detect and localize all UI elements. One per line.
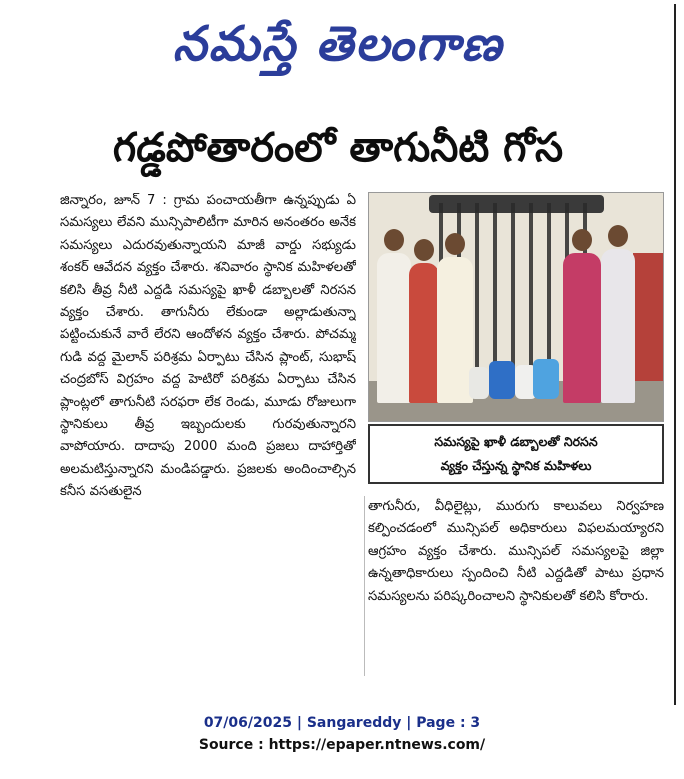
newspaper-masthead: నమస్తే తెలంగాణ — [172, 16, 504, 72]
photo-caption-line-1: సమస్యపై ఖాళీ డబ్బాలతో నిరసన — [434, 434, 598, 449]
epaper-footer — [0, 712, 684, 756]
photo-caption — [368, 424, 664, 484]
footer-date-edition-page: 07/06/2025 | Sangareddy | Page : 3 — [203, 715, 481, 731]
photo-caption-line-2: వ్యక్తం చేస్తున్న స్థానిక మహిళలు — [440, 458, 592, 473]
article-paragraph-left: జిన్నారం, జూన్ 7 : గ్రామ పంచాయతీగా ఉన్నప్పుడు ఏ సమస్యలు లేవని మున్సిపాలిటీగా మారిన అనంతరం అనేక సమస్యలు ఎదురవుతున్నాయని మాజీ వార్డు సభ్యుడు శంకర్ ఆవేదన వ్యక్తం చేశారు. శనివారం స్థానిక మహిళలతో కలిసి తీవ్ర నీటి ఎద్దడి సమస్యపై ఖాళీ డబ్బాలతో నిరసన వ్యక్తం చేశారు. తాగునీరు లేకుండా అల్లాడుతున్నా పట్టించుకునే వారే లేరని ఆందోళన వ్యక్తం చేశారు. పోచమ్మ గుడి వద్ద మైలాన్ పరిశ్రమ ఏర్పాటు చేసిన ప్లాంట్, సుభాష్ చంద్రబోస్ విగ్రహం వద్ద హెటిరో పరిశ్రమ ఏర్పాటు చేసిన ప్లాంట్లలో తాగునీటి సరఫరా లేక రెండు, మూడు రోజులుగా స్థానికులు తీవ్ర ఇబ్బందులకు గురవుతున్నారని వాపోయారు. దాదాపు 2000 మంది ప్రజలు దాహార్తితో అలమటిస్తున్నారని మండిపడ్డారు. ప్రజలకు అందించాల్సిన కనీస వసతులైన — [60, 193, 356, 500]
newspaper-clipping — [6, 4, 676, 705]
article-headline: గడ్డపోతారంలో తాగునీటి గోస — [112, 125, 564, 171]
article-paragraph-right: తాగునీరు, వీధిలైట్లు, మురుగు కాలువలు నిర్వహణ కల్పించడంలో మున్సిపల్ అధికారులు విఫలమయ్యారని ఆగ్రహం వ్యక్తం చేశారు. మున్సిపల్ సమస్యలపై జిల్లా ఉన్నతాధికారులు స్పందించి నీటి ఎద్దడితో పాటు ప్రధాన సమస్యలను పరిష్కరించాలని స్థానికులతో కలిసి కోరారు. — [368, 499, 664, 604]
article-photo — [368, 192, 664, 422]
article-column-right — [368, 496, 664, 686]
column-divider — [364, 496, 365, 676]
article-column-left — [60, 190, 356, 695]
footer-source-link[interactable]: Source : https://epaper.ntnews.com/ — [198, 737, 486, 753]
